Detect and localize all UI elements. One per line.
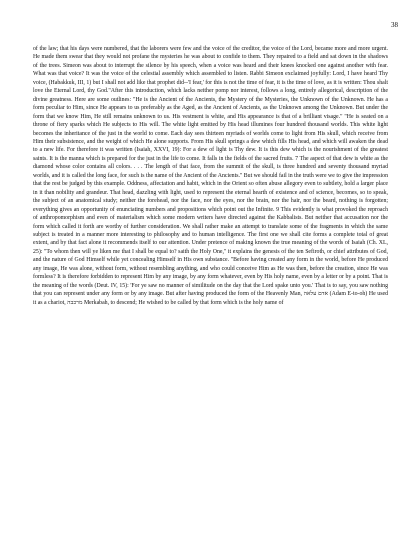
page-number: 38 (391, 21, 398, 29)
body-text: of the law; that his days were numbered, that the laborers were few and the voice of the creditor, the voice of the Lord, became more and more urgent. He made them swear that they would not profane the mysteries he was about to confide to them. They repaired to a field and sat down in the shadows of the trees. Simeon was about to interrupt the silence by his speech, when a voice was heard and their knees knocked one against another with fear. What was that voice? It was the voice of the celestial assembly which assembled to listen. Rabbi Simeon exclaimed joyfully: Lord, I have heard Thy voice, (Habakkuk, III, 1) but I shall not add like that prophet did--'I fear,' for this is not the time of fear, it is the time of love, as it is written: Thou shalt love the Eternal Lord, thy God."After this introduction, which lacks neither pomp nor interest, follows a long, entirely allegorical, description of the divine greatness. Here are some outlines: "He is the Ancient of the Ancients, the Mystery of the Mysteries, the Unknown of the Unknown. He has a form peculiar to Him, since He appears to us preferably as the Aged, as the Ancient of Ancients, as the Unknown among the Unknown. But under the form that we know Him, He still remains unknown to us. His vestment is white, and His appearance is that of a brilliant visage." "He is seated on a throne of fiery sparks which He subjects to His will. The white light emitted by His head illumines four hundred thousand worlds. This white light becomes the inheritance of the just in the world to come. Each day sees thirteen myriads of worlds come to light from His skull, which receive from Him their subsistence, and the weight of which He alone supports. From His skull springs a dew which fills His head, and which will awaken the dead to a new life. For therefore it was written (Isaiah, XXVI, 19): For a dew of light is Thy dew. It is this dew which is the nourishment of the greatest saints. It is the manna which is prepared for the just in the life to come. It falls in the fields of the sacred fruits. 7 The aspect of that dew is white as the diamond whose color contains all colors. . . . The length of that face, from the summit of the skull, is three hundred and seventy thousand myriad worlds, and it is called the long face, for such is the name of the Ancient of the Ancients." But we should fail in the truth were we to give the impression that the rest be judged by this example. Oddness, affectation and habit, which in the Orient so often abuse allegory even to subtlety, hold a larger place in it than nobility and grandeur. That head, dazzling with light, used to represent the eternal hearth of existence and of science, becomes, so to speak, the subject of an anatomical study; neither the forehead, nor the face, nor the eyes, nor the brain, nor the hair, nor the beard, nothing is forgotten; everything gives an opportunity of enunciating numbers and propositions which point out the Infinite. 9 This evidently is what provoked the reproach of anthropomorphism and even of materialism which some modern writers have directed against the Kabbalists. But neither that accusation nor the form which called it forth are worthy of further consideration. We shall rather make an attempt to translate some of the fragments in which the same subject is treated in a manner more interesting to philosophy and to human intelligence. The first one we shall cite forms a complete total of great extent, and by that fact alone it recommends itself to our attention. Under pretence of making known the true meaning of the words of Isaiah (Ch. XL, 25): "To whom then will ye liken me that I shall be equal to? saith the Holy One," it explains the genesis of the ten Sefiroth, or chief attributes of God, and the nature of God Himself while yet concealing Himself in His own substance. "Before having created any form in the world, before He produced any image, He was alone, without form, without resembling anything, and who could conceive Him as He was then, before the creation, since He was formless? It is therefore forbidden to represent Him by any image, by any form whatever, even by His holy name, even by a letter or by a point. That is the meaning of the words (Deut. IV, 15): 'For ye saw no manner of similitude on the day that the Lord spake unto you.' That is to say, you saw nothing that you can represent under any form or by any image. But after having produced the form of the Heavenly Man, אדם עלאה (Adam E-to-oh) He used it as a chariot, מרכבה Merkabah, to descend; He wished to be called by that form which is the holy name of (33, 46, 388, 306)
